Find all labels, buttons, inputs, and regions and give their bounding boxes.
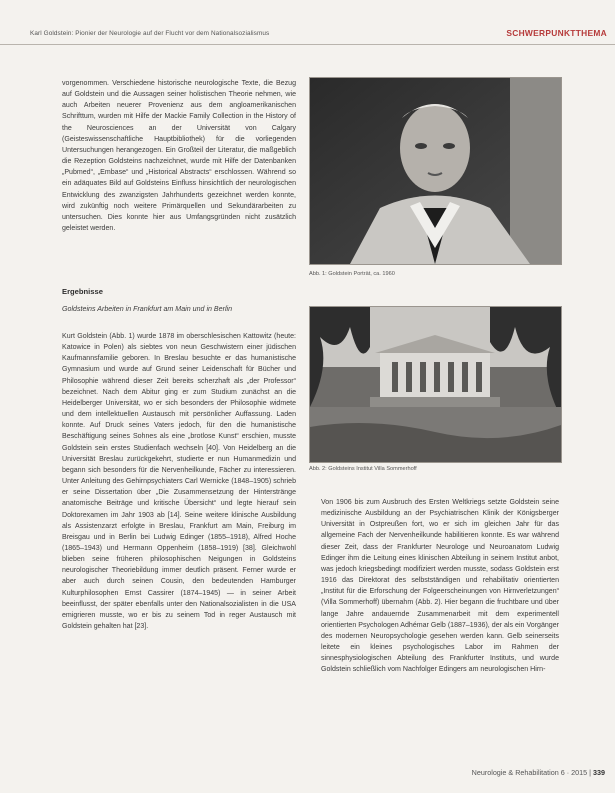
page-header — [0, 0, 615, 45]
figure-2-caption: Abb. 2: Goldsteins Institut Villa Sommerhoff — [309, 466, 417, 472]
journal-name: Neurologie & Rehabilitation 6 · 2015 — [471, 768, 588, 777]
right-body-paragraph: Von 1906 bis zum Ausbruch des Ersten Weltkriegs setzte Goldstein seine medizinische Ausbildung an der Psychiatrischen Klinik der Königsberger Universität in Ostpreußen fort, wo er sich im gleichen Jahr für das allgemeine Fach der Nervenheilkunde habilitieren konnte. Es war während dieser Zeit, dass der Frankfurter Neurologe und Neuroanatom Ludwig Edinger ihm die Leitung eines klinischen Abteilung in seinem Institut anbot, was jedoch kriegsbedingt modifiziert werden musste, sodass Goldstein erst 1916 das Direktorat des selbstständigen und rehabilitativ orientierten „Institut für die Erforschung der Folgeerscheinungen von Hirnverletzungen“ (Villa Sommerhoff) übernahm (Abb. 2). Hier begann die fruchtbare und über lange Jahre andauernde Zusammenarbeit mit dem experimentell orientierten Psychologen Adhémar Gelb (1887–1936), der als ein Vorgänger des modernen Neuropsychologie gesehen werden kann. Gelb seinerseits leitete ein kleines psychologisches Labor im Rahmen der sinnesphysiologischen Abteilung des Frankfurter Instituts, und wurde Goldstein schließlich vom Nachfolger Edingers am neurologischen Hirn- — [321, 499, 559, 674]
left-body-column — [62, 331, 296, 632]
right-body-column — [321, 497, 559, 676]
intro-column — [62, 78, 296, 234]
footer-separator: | — [589, 768, 593, 777]
figure-1-caption: Abb. 1: Goldstein Porträt, ca. 1960 — [309, 271, 395, 277]
goldstein-portrait-photo — [309, 77, 562, 265]
intro-paragraph: vorgenommen. Verschiedene historische neurologische Texte, die Bezug auf Goldstein und die Aussagen seiner holistischen Theorie nehmen, wie auch Arbeiten neuerer Provenienz aus dem angloamerikanischen Schrifttum, wurden mit Hilfe der Mackie Family Collection in the History of the Neurosciences an der Universität von Calgary (Geisteswissenschaftliche Hauptbibliothek) für die vorliegenden Untersuchungen herangezogen. Ein Großteil der Literatur, die maßgeblich die Rezeption Goldsteins nachzeichnet, wurde mit Hilfe der Datenbanken „Pubmed“, „Embase“ und „Historical Abstracts“ erschlossen. Während so ein adäquates Bild auf Goldsteins Einfluss hinsichtlich der neurologischen Entwicklung des zwanzigsten Jahrhunderts gezeichnet werden konnte, wird zukünftig noch weitere Primärquellen und Sekundärarbeiten zu untersuchen. Dies konnte hier aus Umfangsgründen nicht zusätzlich geleistet werden. — [62, 80, 296, 233]
page-number: 339 — [593, 768, 605, 777]
running-title: Karl Goldstein: Pionier der Neurologie auf der Flucht vor dem Nationalsozialismus — [30, 30, 270, 37]
section-label: SCHWERPUNKTTHEMA — [506, 28, 607, 38]
villa-sommerhoff-photo — [309, 306, 562, 463]
results-subheading: Goldsteins Arbeiten in Frankfurt am Main und in Berlin — [62, 305, 233, 313]
left-body-paragraph: Kurt Goldstein (Abb. 1) wurde 1878 im oberschlesischen Kattowitz (heute: Katowice in Polen) als siebtes von neun Geschwistern einer jüdischen Kaufmannsfamilie geboren. In Breslau besuchte er das humanistische Gymnasium und wurde auf Grund seiner Leidenschaft für Bücher und Philosophie während dieser Zeit bereits scherzhaft als „der Professor“ bezeichnet. Nach dem Abitur ging er zum Studium zunächst an die Heidelberger Universität, wo er sich besonders der Philosophie widmete und dem intellektuellen Austausch mit persönlicher Auffassung. Laden konnte. Auf Druck seines Vaters jedoch, für den die humanistische Beschäftigung seines Sohnes als eine „brotlose Kunst“ erschien, musste Goldstein sein erstes Studienfach wechseln [40]. Von Heidelberg an die Universität Breslau zurückgekehrt, studierte er nun Humanmedizin und begann sich besonders für die Nervenheilkunde, Fächer zu interessieren. Unter Anleitung des Gehirnpsychiaters Carl Wernicke (1848–1905) schrieb er seine Dissertation über „Die Zusammensetzung der Hinterstränge anatomische Beiträge und kritische Übersicht“ und legte hierauf sein Doktorexamen im Jahr 1903 ab [14]. Seine weitere klinische Ausbildung als Assistenzarzt erfolgte in Breslau, Frankfurt am Main, Freiburg im Breisgau und in Berlin bei Ludwig Edinger (1855–1918), Alfred Hoche (1865–1943) und Hermann Oppenheim (1858–1919) [38]. Gleichwohl blieben seine früheren philosophischen Neigungen in Goldsteins neurologischer Theoriebildung immer deutlich präsent. Ferner wurde er aber auch durch seinen Cousin, den bedeutenden Hamburger Kulturphilosophen Ernst Cassirer (1874–1945) — in seiner Arbeit beeinflusst, der später ebenfalls unter den Nationalsozialisten in die USA emigrieren musste, wo er bis zu seinem Tod in reger Austausch mit Goldstein gehalten hat [23]. — [62, 333, 296, 631]
page-footer — [472, 768, 605, 777]
results-heading: Ergebnisse — [62, 287, 103, 296]
